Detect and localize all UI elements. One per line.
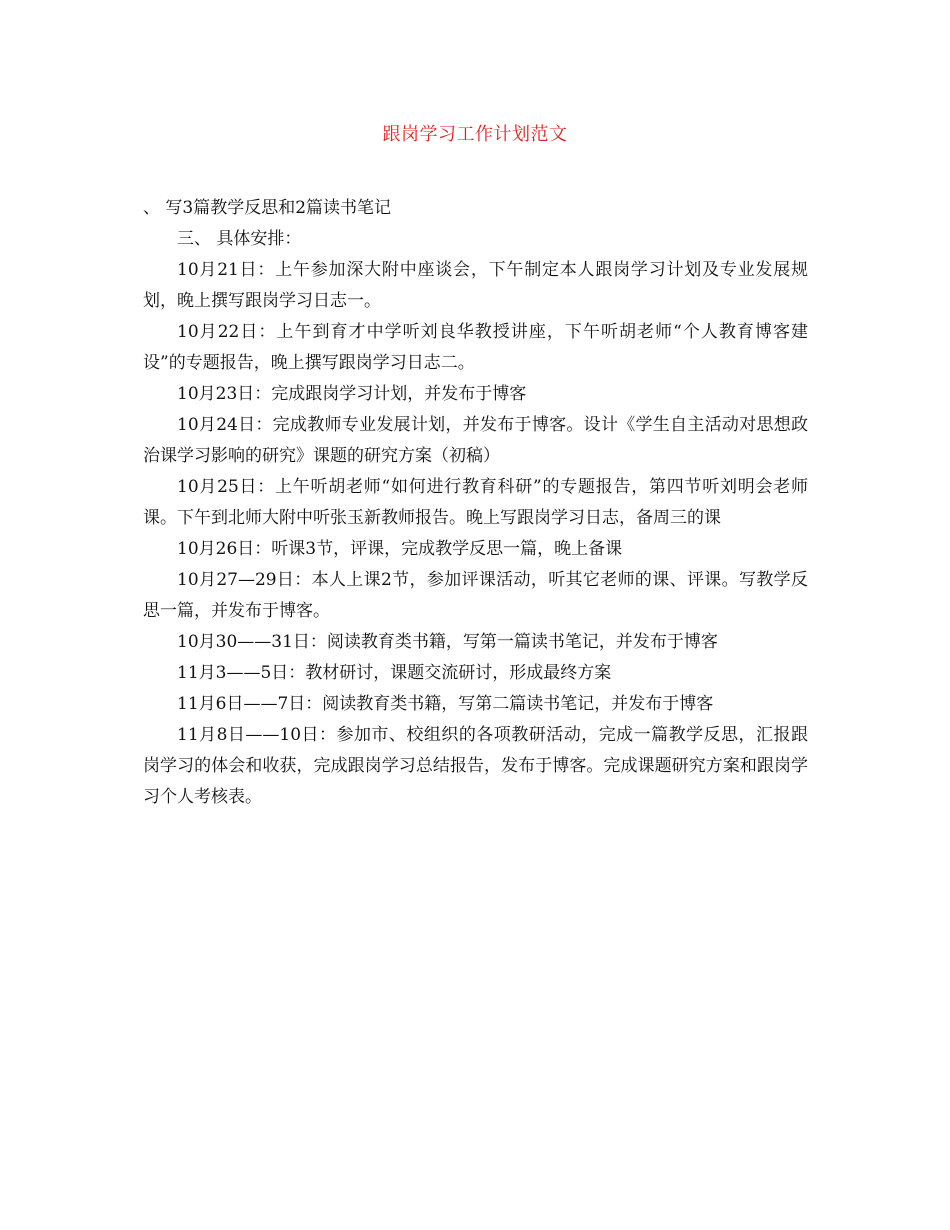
paragraph-oct-25: 10月25日：上午听胡老师“如何进行教育科研”的专题报告，第四节听刘明会老师课。下午到北师大附中听张玉新教师报告。晚上写跟岗学习日志，备周三的课 xyxy=(143,477,808,528)
paragraph-nov-6-7: 11月6日——7日：阅读教育类书籍，写第二篇读书笔记，并发布于博客 xyxy=(177,694,714,714)
paragraph-reading-tasks: 、 写3篇教学反思和2篇读书笔记 xyxy=(143,198,392,218)
paragraph-oct-23: 10月23日：完成跟岗学习计划，并发布于博客 xyxy=(177,384,527,404)
document-body xyxy=(143,193,808,813)
paragraph-section-heading: 三、 具体安排： xyxy=(177,229,302,249)
paragraph-oct-24: 10月24日：完成教师专业发展计划，并发布于博客。设计《学生自主活动对思想政治课学习影响的研究》课题的研究方案（初稿） xyxy=(143,415,808,466)
paragraph-oct-21: 10月21日：上午参加深大附中座谈会，下午制定本人跟岗学习计划及专业发展规划，晚上撰写跟岗学习日志一。 xyxy=(143,260,808,311)
paragraph-oct-26: 10月26日：听课3节，评课，完成教学反思一篇，晚上备课 xyxy=(177,539,623,559)
paragraph-oct-30-31: 10月30——31日：阅读教育类书籍，写第一篇读书笔记，并发布于博客 xyxy=(177,632,718,652)
document-title: 跟岗学习工作计划范文 xyxy=(382,124,568,145)
paragraph-oct-27-29: 10月27—29日：本人上课2节，参加评课活动，听其它老师的课、评课。写教学反思一篇，并发布于博客。 xyxy=(143,570,808,621)
paragraph-oct-22: 10月22日：上午到育才中学听刘良华教授讲座，下午听胡老师“个人教育博客建设”的专题报告，晚上撰写跟岗学习日志二。 xyxy=(143,322,808,373)
paragraph-nov-3-5: 11月3——5日：教材研讨，课题交流研讨，形成最终方案 xyxy=(177,663,612,683)
paragraph-nov-8-10: 11月8日——10日：参加市、校组织的各项教研活动，完成一篇教学反思，汇报跟岗学习的体会和收获，完成跟岗学习总结报告，发布于博客。完成课题研究方案和跟岗学习个人考核表。 xyxy=(143,725,808,807)
